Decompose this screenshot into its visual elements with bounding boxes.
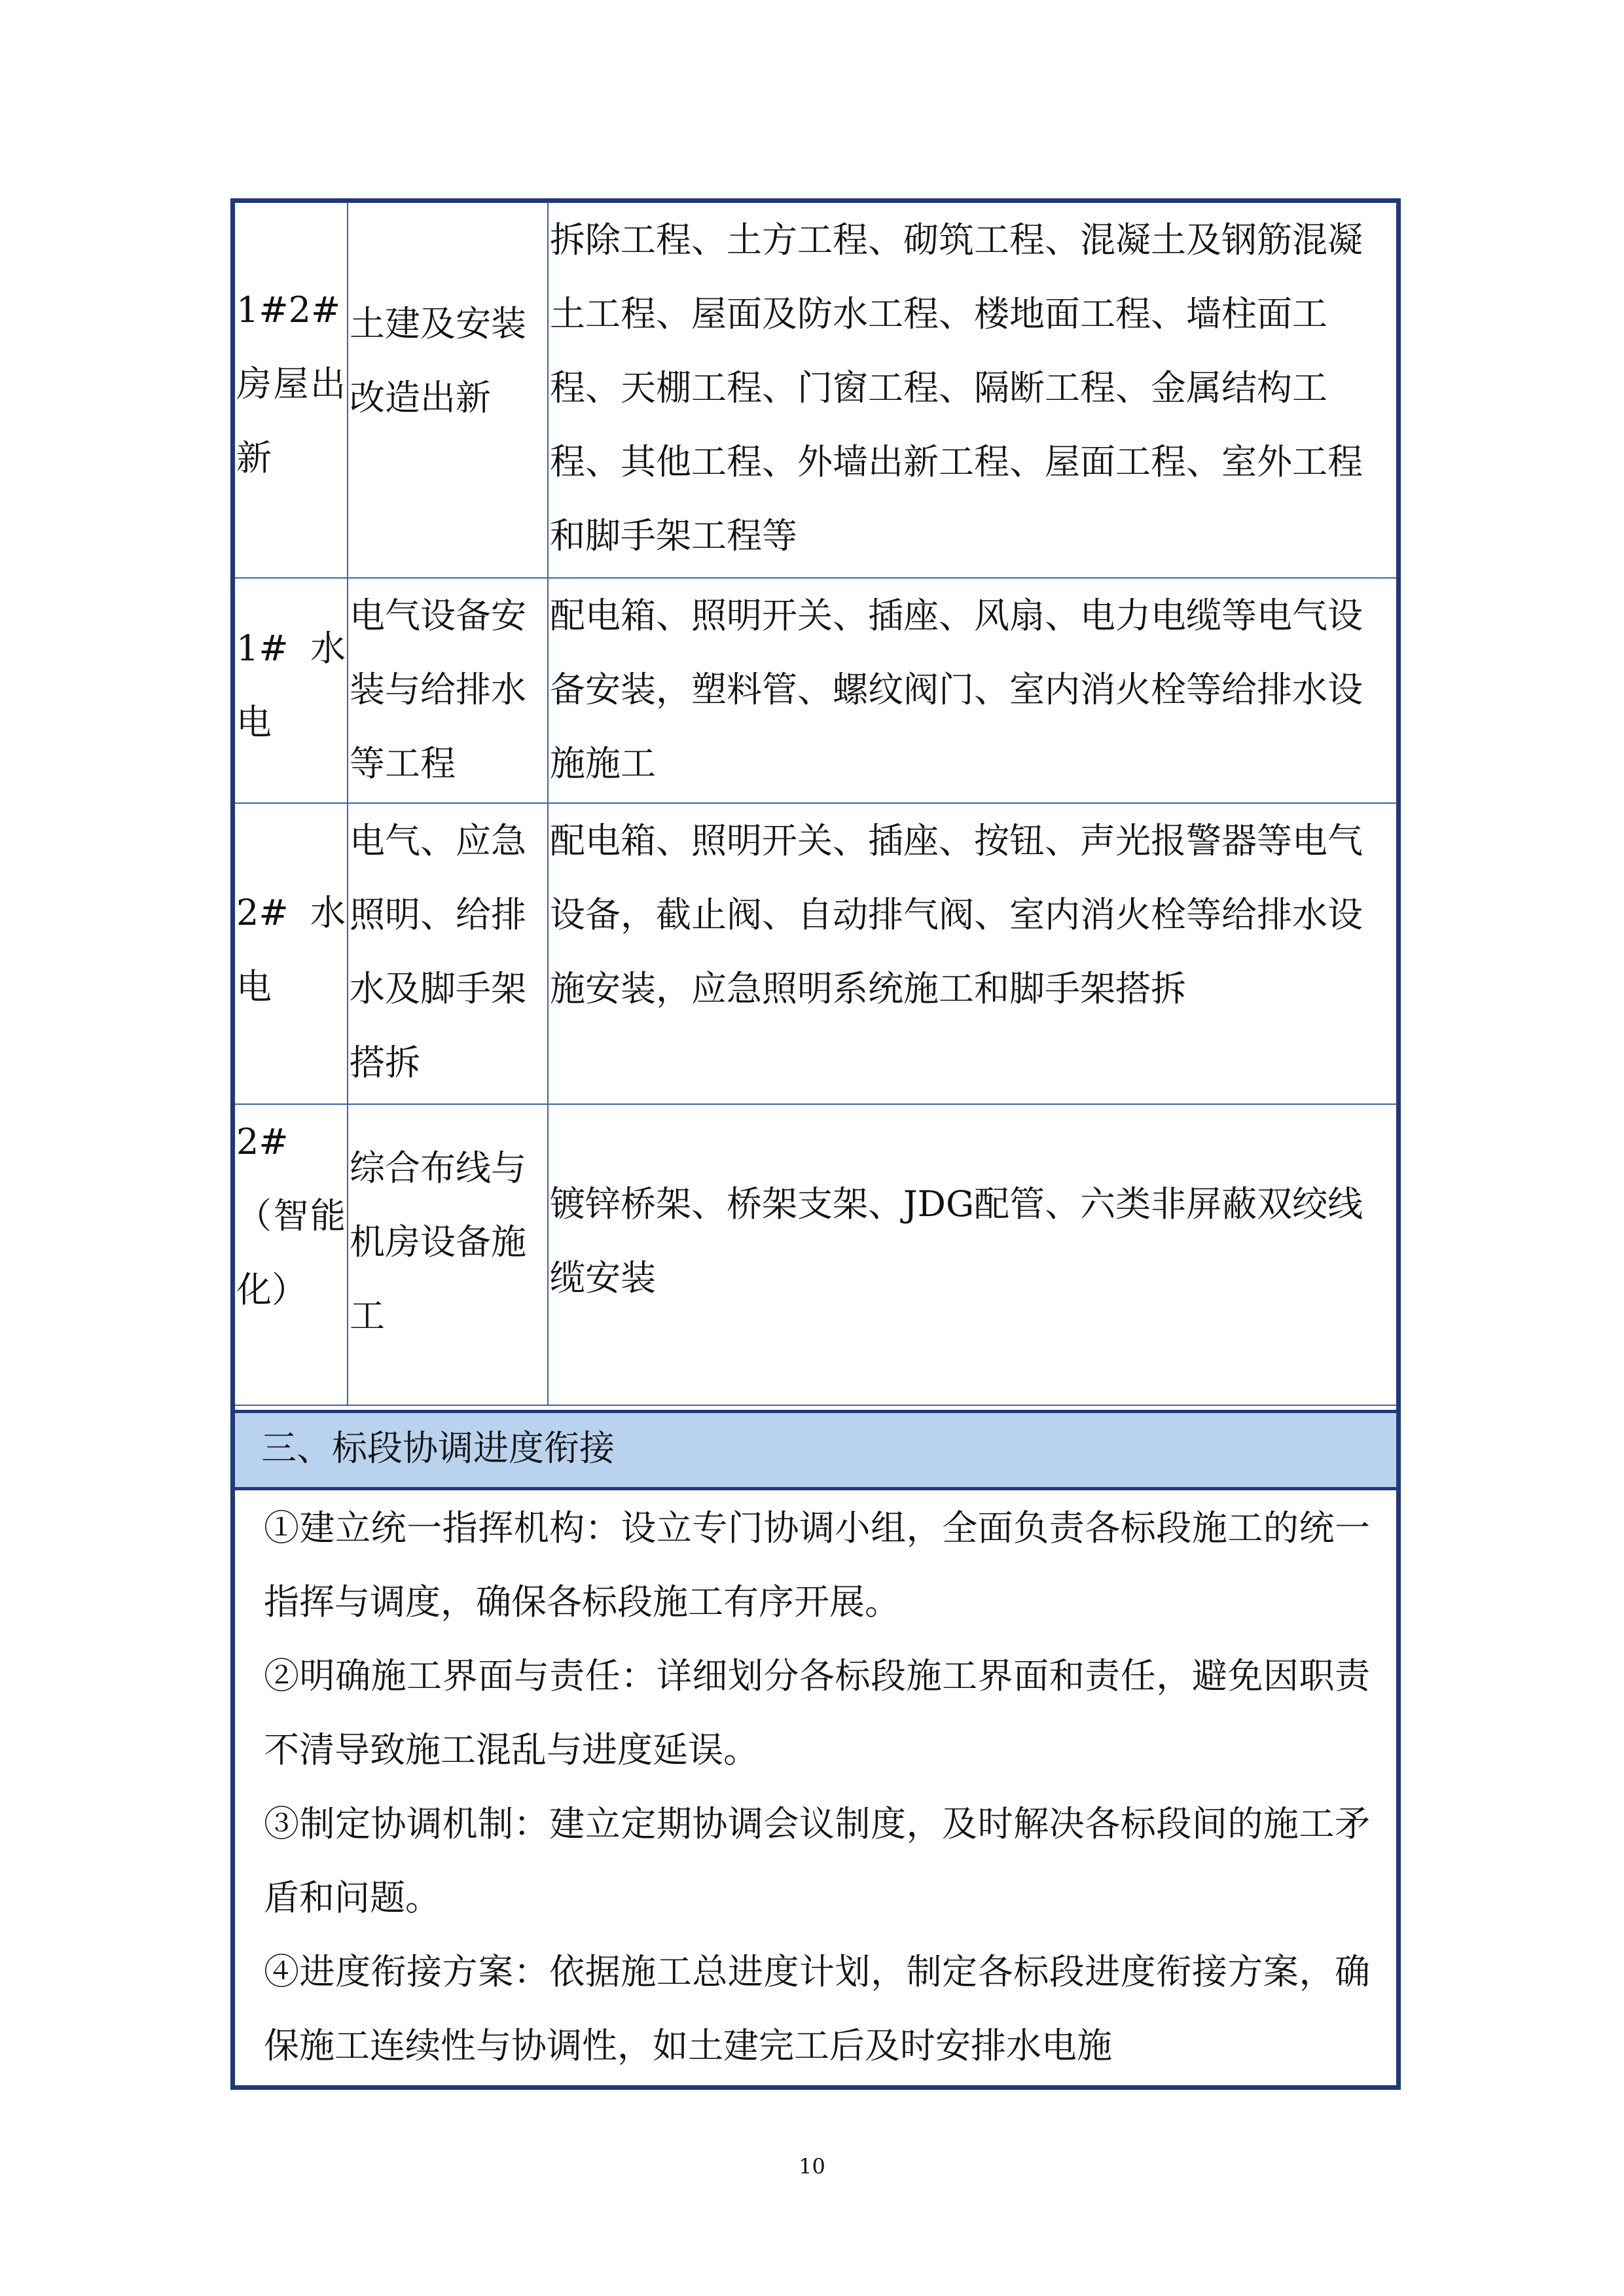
table-row <box>235 803 1396 1104</box>
row-4-content: 镀锌桥架、桥架支架、JDG配管、六类非屏蔽双绞线缆安装 <box>548 1104 1396 1405</box>
table-row <box>235 1104 1396 1405</box>
row-2-content: 配电箱、照明开关、插座、风扇、电力电缆等电气设备安装，塑料管、螺纹阀门、室内消火栓等给排水设施施工 <box>548 578 1396 803</box>
row-2-scope: 电气设备安装与给排水等工程 <box>348 578 548 803</box>
row-3-content: 配电箱、照明开关、插座、按钮、声光报警器等电气设备，截止阀、自动排气阀、室内消火栓等给排水设施安装，应急照明系统施工和脚手架搭拆 <box>548 803 1396 1104</box>
paragraph: ③制定协调机制：建立定期协调会议制度，及时解决各标段间的施工矛盾和问题。 <box>264 1803 1370 1918</box>
table-row <box>235 578 1396 803</box>
table-row <box>235 203 1396 578</box>
paragraph: ②明确施工界面与责任：详细划分各标段施工界面和责任，避免因职责不清导致施工混乱与进度延误。 <box>264 1655 1370 1770</box>
page-number: 10 <box>799 2154 825 2179</box>
paragraph: ①建立统一指挥机构：设立专门协调小组，全面负责各标段施工的统一指挥与调度，确保各标段施工有序开展。 <box>264 1507 1370 1623</box>
row-3-scope: 电气、应急照明、给排水及脚手架搭拆 <box>348 803 548 1104</box>
section-heading: 三、标段协调进度衔接 <box>235 1410 1396 1490</box>
row-4-scope: 综合布线与机房设备施工 <box>348 1104 548 1405</box>
row-4-name: 2#（智能化） <box>235 1104 348 1405</box>
row-1-name: 1#2#房屋出新 <box>235 203 348 578</box>
row-3-name: 2# 水电 <box>235 803 348 1104</box>
document-frame <box>230 198 1401 2090</box>
row-1-content: 拆除工程、土方工程、砌筑工程、混凝土及钢筋混凝土工程、屋面及防水工程、楼地面工程、墙柱面工程、天棚工程、门窗工程、隔断工程、金属结构工程、其他工程、外墙出新工程、屋面工程、室外工程和脚手架工程等 <box>548 203 1396 578</box>
works-table <box>235 203 1396 1406</box>
section-body <box>264 1491 1370 2083</box>
paragraph: ④进度衔接方案：依据施工总进度计划，制定各标段进度衔接方案，确保施工连续性与协调性，如土建完工后及时安排水电施 <box>264 1951 1370 2066</box>
row-1-scope: 土建及安装改造出新 <box>348 203 548 578</box>
row-2-name: 1# 水电 <box>235 578 348 803</box>
